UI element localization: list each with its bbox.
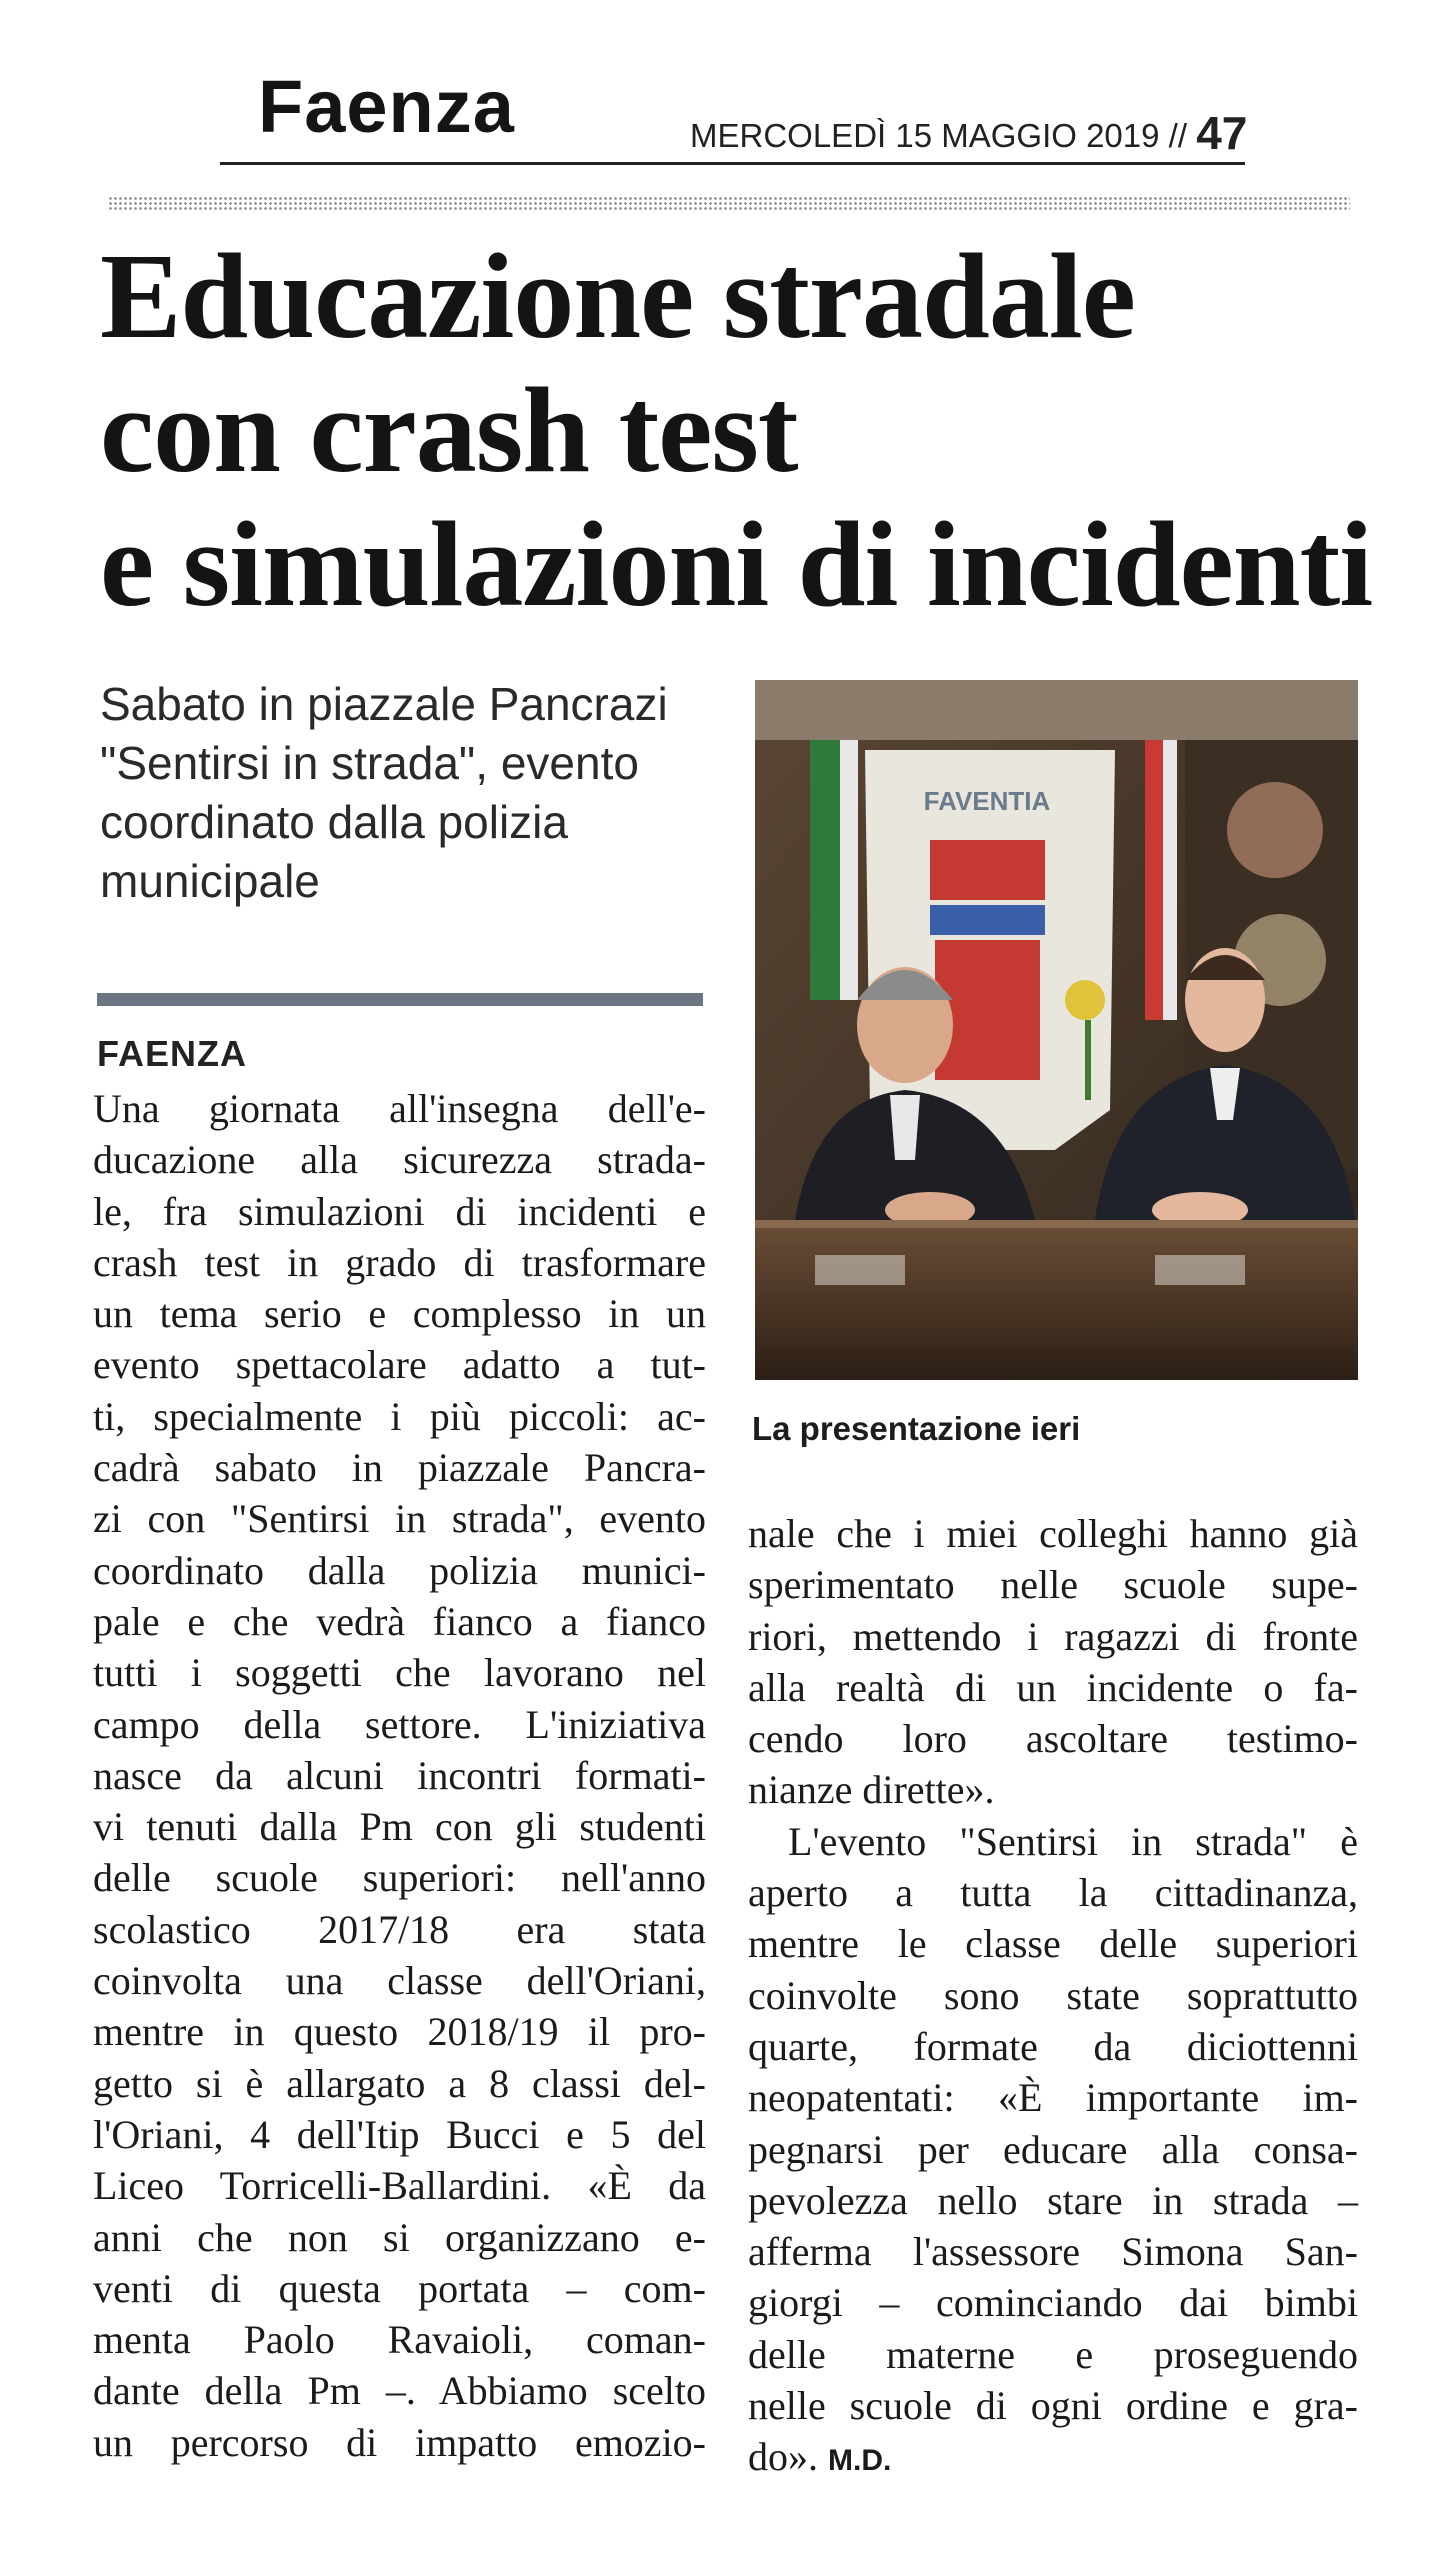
article-line-text: mentre le classe delle superiori <box>748 1921 1358 1967</box>
article-line <box>93 1493 706 1544</box>
article-line-text: cadrà sabato in piazzale Pancra- <box>93 1445 706 1491</box>
article-line <box>93 2263 706 2314</box>
article-line <box>93 1288 706 1339</box>
article-line <box>748 2021 1358 2072</box>
article-line-text: giorgi – cominciando dai bimbi <box>748 2280 1358 2326</box>
article-column-1 <box>93 1083 706 2468</box>
article-line <box>93 2160 706 2211</box>
article-line-text: pale e che vedrà fianco a fianco <box>93 1598 706 1644</box>
article-line <box>748 2124 1358 2175</box>
headline <box>100 230 1400 632</box>
article-line-text: Liceo Torricelli-Ballardini. «È da <box>93 2163 706 2209</box>
section-title: Faenza <box>258 65 515 148</box>
article-line <box>93 1339 706 1390</box>
article-line-text: vi tenuti dalla Pm con gli studenti <box>93 1804 706 1850</box>
article-line <box>748 1559 1358 1610</box>
article-line <box>748 1713 1358 1764</box>
article-line <box>748 1764 1358 1815</box>
article-line-text: menta Paolo Ravaioli, coman- <box>93 2317 706 2363</box>
article-line <box>93 1596 706 1647</box>
article-line-text: aperto a tutta la cittadinanza, <box>748 1870 1358 1916</box>
article-line-text: l'Oriani, 4 dell'Itip Bucci e 5 del <box>93 2111 706 2157</box>
article-line <box>748 1611 1358 1662</box>
dotted-divider <box>108 196 1350 210</box>
article-line-text: quarte, formate da diciottenni <box>748 2023 1358 2069</box>
subheadline-rule <box>97 993 703 1006</box>
article-line <box>93 2006 706 2057</box>
article-line-text: tutti i soggetti che lavorano nel <box>93 1650 706 1696</box>
article-line-text: delle scuole superiori: nell'anno <box>93 1855 706 1901</box>
article-line-text: zi con "Sentirsi in strada", evento <box>93 1496 706 1542</box>
article-line-text: scolastico 2017/18 era stata <box>93 1906 706 1952</box>
article-line <box>748 2277 1358 2328</box>
article-line <box>93 1186 706 1237</box>
article-line-text: sperimentato nelle scuole supe- <box>748 1562 1358 1608</box>
article-line <box>93 2314 706 2365</box>
article-line <box>748 2072 1358 2123</box>
article-line-text: nasce da alcuni incontri formati- <box>93 1752 706 1798</box>
article-line <box>748 2431 1358 2482</box>
article-line-text: mentre in questo 2018/19 il pro- <box>93 2009 706 2055</box>
article-photo <box>755 680 1358 1380</box>
article-line <box>93 1699 706 1750</box>
headline-line: con crash test <box>100 363 798 498</box>
banner-text: FAVENTIA <box>923 786 1051 816</box>
article-line-text: venti di questa portata – com- <box>93 2265 706 2311</box>
date-separator: // <box>1168 117 1188 154</box>
article-line-text: nelle scuole di ogni ordine e gra- <box>748 2383 1358 2429</box>
article-line <box>748 1508 1358 1559</box>
issue-date-line <box>690 107 1248 159</box>
article-line <box>748 1662 1358 1713</box>
headline-line: Educazione stradale <box>100 229 1135 364</box>
article-line-text: do». <box>748 2434 818 2480</box>
article-line-text: ti, specialmente i più piccoli: ac- <box>93 1393 706 1439</box>
article-line-text: nianze dirette». <box>748 1767 995 1813</box>
article-line <box>93 1237 706 1288</box>
article-line <box>93 1904 706 1955</box>
subheadline: Sabato in piazzale Pancrazi "Sentirsi in strada", evento coordinato dalla polizia municipale <box>100 678 668 907</box>
article-line-text: coinvolta una classe dell'Oriani, <box>93 1958 706 2004</box>
article-line-text: coordinato dalla polizia munici- <box>93 1547 706 1593</box>
article-line <box>93 2417 706 2468</box>
author-signature: M.D. <box>828 2444 892 2478</box>
article-line <box>93 1647 706 1698</box>
photo-caption: La presentazione ieri <box>752 1410 1081 1447</box>
article-line-text: campo della settore. L'iniziativa <box>93 1701 706 1747</box>
header-rule <box>220 162 1245 165</box>
article-line <box>93 1083 706 1134</box>
article-line <box>748 2175 1358 2226</box>
article-line <box>93 1134 706 1185</box>
article-line-text: un tema serio e complesso in un <box>93 1291 706 1337</box>
article-line <box>93 1545 706 1596</box>
article-line-text: le, fra simulazioni di incidenti e <box>93 1188 706 1234</box>
article-line-text: coinvolte sono state soprattutto <box>748 1972 1358 2018</box>
article-line <box>93 1750 706 1801</box>
article-line <box>93 1391 706 1442</box>
article-line <box>93 1955 706 2006</box>
article-line-text: afferma l'assessore Simona San- <box>748 2229 1358 2275</box>
article-line-text: L'evento "Sentirsi in strada" è <box>788 1818 1358 1864</box>
article-line-text: Una giornata all'insegna dell'e- <box>93 1086 706 1131</box>
headline-line: e simulazioni di incidenti <box>100 497 1373 632</box>
article-line-text: evento spettacolare adatto a tut- <box>93 1342 706 1388</box>
article-line <box>93 1801 706 1852</box>
page-number: 47 <box>1196 107 1248 159</box>
article-line-text: anni che non si organizzano e- <box>93 2214 706 2260</box>
article-line <box>93 2058 706 2109</box>
article-line <box>93 1852 706 1903</box>
article-line <box>93 1442 706 1493</box>
article-line <box>748 2380 1358 2431</box>
article-line-text: nale che i miei colleghi hanno già <box>748 1511 1358 1556</box>
article-line <box>748 2226 1358 2277</box>
article-line <box>748 1918 1358 1969</box>
article-line <box>93 2212 706 2263</box>
issue-date: MERCOLEDÌ 15 MAGGIO 2019 <box>690 117 1160 154</box>
article-line-text: riori, mettendo i ragazzi di fronte <box>748 1613 1358 1659</box>
article-line-text: neopatentati: «È importante im- <box>748 2075 1358 2121</box>
photo-illustration <box>755 680 1358 1380</box>
article-line <box>748 1867 1358 1918</box>
article-line <box>93 2365 706 2416</box>
article-column-2 <box>748 1508 1358 2483</box>
article-line <box>748 1970 1358 2021</box>
article-line-text: ducazione alla sicurezza strada- <box>93 1137 706 1183</box>
dateline: FAENZA <box>97 1033 247 1074</box>
article-line-text: cendo loro ascoltare testimo- <box>748 1716 1358 1762</box>
article-line-text: delle materne e proseguendo <box>748 2331 1358 2377</box>
article-line-text: dante della Pm –. Abbiamo scelto <box>93 2368 706 2414</box>
article-line-text: alla realtà di un incidente o fa- <box>748 1664 1358 1710</box>
article-line <box>748 2329 1358 2380</box>
article-line <box>93 2109 706 2160</box>
article-line <box>748 1816 1358 1867</box>
article-line-text: getto si è allargato a 8 classi del- <box>93 2060 706 2106</box>
article-line-text: pegnarsi per educare alla consa- <box>748 2126 1358 2172</box>
article-line-text: crash test in grado di trasformare <box>93 1239 706 1285</box>
article-line-text: un percorso di impatto emozio- <box>93 2419 706 2465</box>
article-line-text: pevolezza nello stare in strada – <box>748 2177 1358 2223</box>
